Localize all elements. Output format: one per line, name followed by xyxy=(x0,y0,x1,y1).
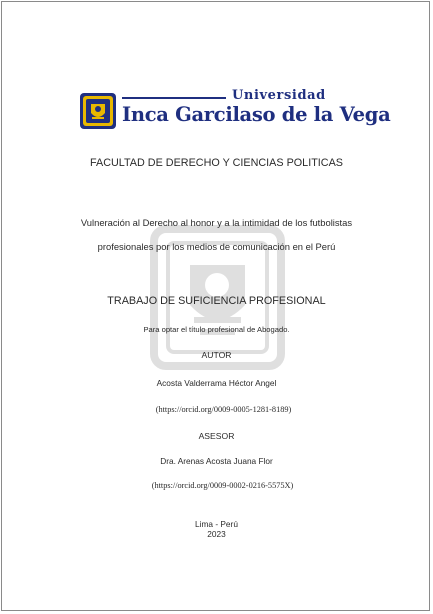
faculty-name: FACULTAD DE DERECHO Y CIENCIAS POLITICAS xyxy=(90,157,343,169)
author-name: Acosta Valderrama Héctor Angel xyxy=(156,378,277,388)
thesis-title-line-1: Vulneración al Derecho al honor y a la intimidad de los futbolistas xyxy=(80,217,353,228)
advisor-heading: ASESOR xyxy=(198,431,235,441)
logo-rule-left xyxy=(122,97,226,99)
city: Lima - Perú xyxy=(195,519,238,529)
logo-main-text: Inca Garcilaso de la Vega xyxy=(122,103,391,126)
author-heading: AUTOR xyxy=(201,350,232,360)
logo-university-text: Universidad xyxy=(232,88,326,103)
university-logo xyxy=(80,88,391,132)
advisor-orcid: (https://orcid.org/0009-0002-0216-5575X) xyxy=(151,481,294,490)
author-orcid: (https://orcid.org/0009-0005-1281-8189) xyxy=(155,405,292,414)
advisor-name: Dra. Arenas Acosta Juana Flor xyxy=(160,456,273,466)
work-type: TRABAJO DE SUFICIENCIA PROFESIONAL xyxy=(107,295,326,307)
thesis-title-line-2: profesionales por los medios de comunicación en el Perú xyxy=(97,241,336,252)
logo-top-line xyxy=(122,90,352,104)
degree-purpose: Para optar el título profesional de Abogado. xyxy=(143,325,290,334)
university-crest-icon xyxy=(80,93,116,129)
year: 2023 xyxy=(207,529,226,539)
